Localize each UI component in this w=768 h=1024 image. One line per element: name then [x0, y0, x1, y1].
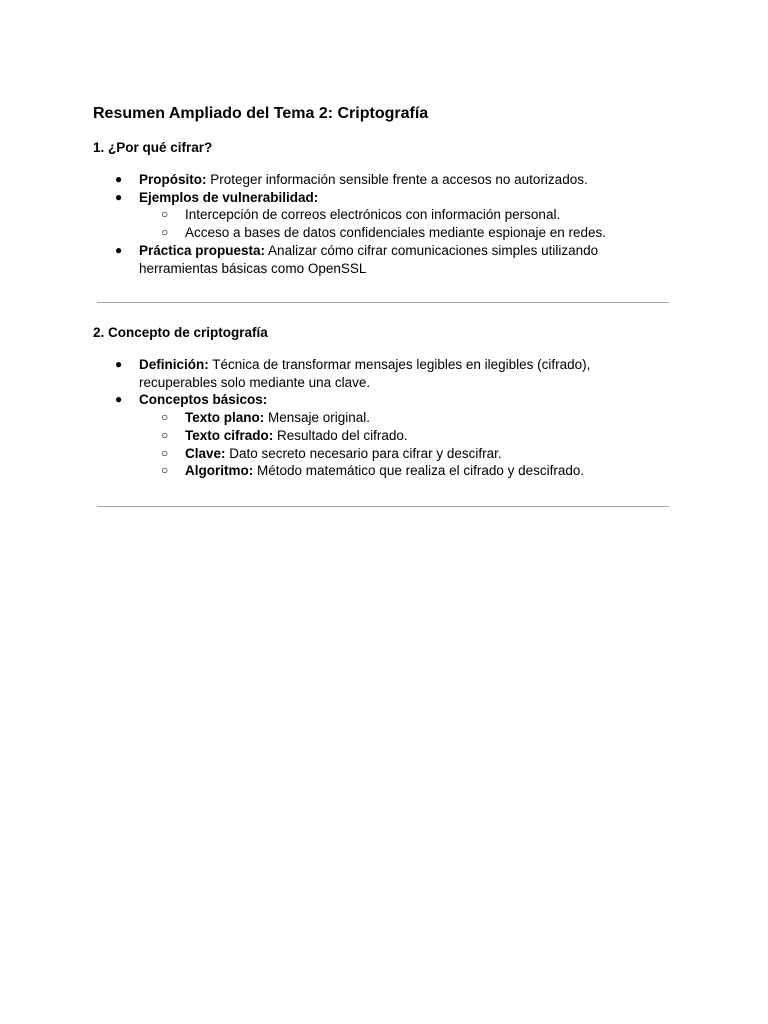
item-text: Técnica de transformar mensajes legibles en ilegibles (cifrado), recuperables solo mediante una clave.	[139, 357, 591, 390]
sub-item-label: Texto plano:	[185, 410, 265, 426]
sub-item-text: Dato secreto necesario para cifrar y descifrar.	[225, 445, 502, 461]
bullet-icon: ●	[115, 242, 123, 257]
sublist-ejemplos	[139, 206, 653, 241]
list-item-proposito	[93, 171, 653, 189]
sub-item	[139, 224, 653, 242]
section-1-heading: 1. ¿Por qué cifrar?	[93, 140, 213, 155]
sub-item-text: Método matemático que realiza el cifrado y descifrado.	[253, 463, 585, 479]
item-text: Analizar cómo cifrar comunicaciones simples utilizando herramientas básicas como OpenSSL	[139, 242, 599, 276]
sub-item	[139, 206, 653, 224]
document-title: Resumen Ampliado del Tema 2: Criptografía	[93, 105, 429, 122]
sub-item-text: Resultado del cifrado.	[273, 427, 408, 443]
bullet-icon: ●	[115, 357, 123, 371]
sub-item-text: Mensaje original.	[264, 410, 371, 426]
item-label: Propósito:	[139, 172, 207, 187]
hollow-bullet-icon: ○	[161, 410, 169, 425]
sublist-conceptos	[139, 409, 653, 480]
sub-item	[139, 409, 653, 427]
horizontal-rule	[97, 302, 669, 303]
sub-item-label: Texto cifrado:	[185, 427, 274, 443]
item-label: Práctica propuesta:	[139, 242, 266, 258]
sub-item	[139, 445, 653, 463]
list-item-definicion	[93, 356, 653, 391]
list-item-ejemplos	[93, 189, 653, 242]
bullet-icon: ●	[115, 189, 123, 204]
sub-item	[139, 462, 653, 480]
sub-item-label: Clave:	[185, 445, 226, 461]
sub-item-text: Intercepción de correos electrónicos con información personal.	[185, 207, 561, 223]
hollow-bullet-icon: ○	[161, 207, 169, 222]
item-label: Ejemplos de vulnerabilidad:	[139, 189, 319, 205]
sub-item-text: Acceso a bases de datos confidenciales mediante espionaje en redes.	[185, 225, 607, 241]
list-item-conceptos	[93, 391, 653, 480]
list-item-practica	[93, 242, 653, 277]
item-label: Conceptos básicos:	[139, 392, 268, 408]
item-label: Definición:	[139, 357, 209, 372]
section-2-list	[93, 356, 653, 480]
section-2-heading: 2. Concepto de criptografía	[93, 325, 268, 340]
hollow-bullet-icon: ○	[161, 427, 169, 442]
sub-item-label: Algoritmo:	[185, 463, 254, 479]
bullet-icon: ●	[115, 392, 123, 407]
section-1-list	[93, 171, 653, 277]
horizontal-rule	[97, 506, 669, 507]
hollow-bullet-icon: ○	[161, 225, 169, 240]
hollow-bullet-icon: ○	[161, 463, 169, 478]
sub-item	[139, 427, 653, 445]
hollow-bullet-icon: ○	[161, 445, 169, 460]
item-text: Proteger información sensible frente a accesos no autorizados.	[206, 172, 588, 187]
bullet-icon: ●	[115, 172, 123, 186]
